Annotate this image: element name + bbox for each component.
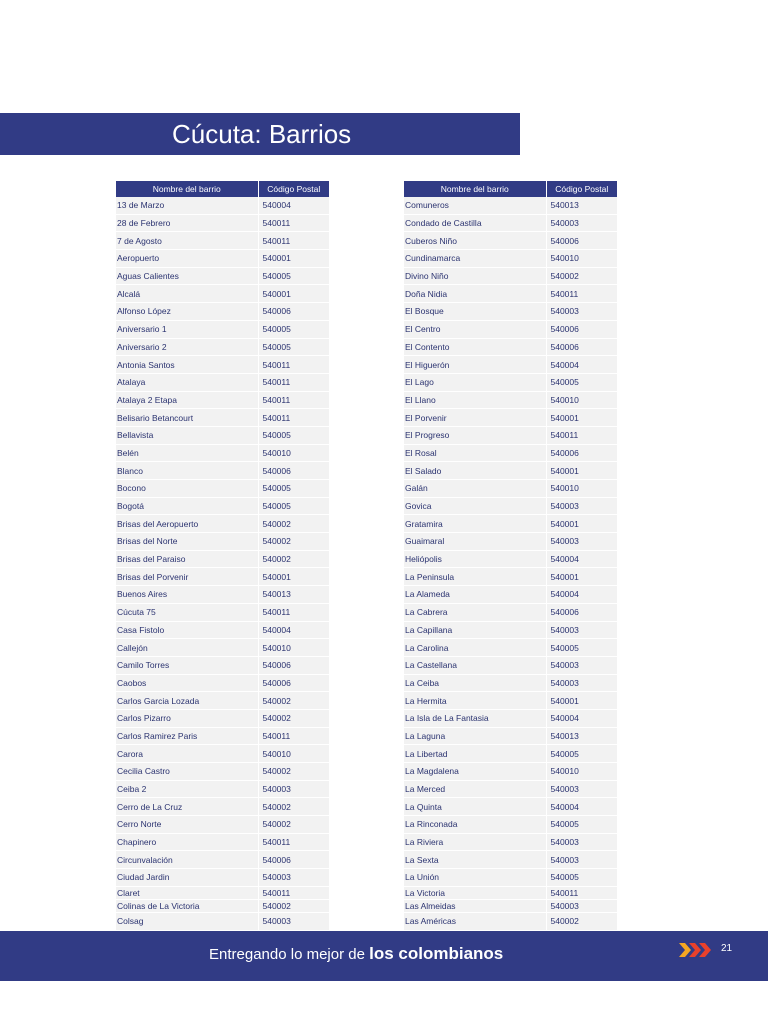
postal-code-cell: 540001 bbox=[546, 692, 617, 710]
postal-code-table-left bbox=[116, 181, 329, 931]
table-row bbox=[116, 409, 329, 427]
postal-code-cell: 540011 bbox=[258, 603, 329, 621]
neighborhood-name-cell: Comuneros bbox=[404, 197, 546, 214]
neighborhood-name-cell: Carlos Pizarro bbox=[116, 709, 258, 727]
table-body bbox=[404, 197, 617, 930]
table-row bbox=[404, 674, 617, 692]
postal-code-cell: 540005 bbox=[546, 639, 617, 657]
neighborhood-name-cell: La Peninsula bbox=[404, 568, 546, 586]
postal-code-cell: 540005 bbox=[258, 267, 329, 285]
table-row bbox=[116, 621, 329, 639]
neighborhood-name-cell: Antonia Santos bbox=[116, 356, 258, 374]
postal-code-cell: 540006 bbox=[258, 462, 329, 480]
postal-code-cell: 540002 bbox=[546, 912, 617, 930]
table-row bbox=[116, 214, 329, 232]
postal-code-cell: 540003 bbox=[546, 899, 617, 912]
postal-code-cell: 540002 bbox=[258, 763, 329, 781]
postal-code-cell: 540010 bbox=[258, 444, 329, 462]
postal-code-cell: 540010 bbox=[546, 763, 617, 781]
page-number: 21 bbox=[721, 943, 733, 954]
table-row bbox=[404, 515, 617, 533]
table-row bbox=[404, 851, 617, 869]
table-row bbox=[116, 391, 329, 409]
table-row bbox=[116, 639, 329, 657]
postal-code-cell: 540013 bbox=[258, 586, 329, 604]
table-row bbox=[404, 391, 617, 409]
postal-code-cell: 540011 bbox=[258, 886, 329, 899]
table-row bbox=[116, 320, 329, 338]
neighborhood-name-cell: El Rosal bbox=[404, 444, 546, 462]
neighborhood-name-cell: El Higuerón bbox=[404, 356, 546, 374]
postal-code-cell: 540002 bbox=[258, 533, 329, 551]
table-row bbox=[116, 869, 329, 887]
postal-code-cell: 540011 bbox=[258, 391, 329, 409]
table-row bbox=[404, 586, 617, 604]
table-row bbox=[404, 816, 617, 834]
neighborhood-name-cell: Cerro de La Cruz bbox=[116, 798, 258, 816]
neighborhood-name-cell: La Ceiba bbox=[404, 674, 546, 692]
neighborhood-name-cell: 13 de Marzo bbox=[116, 197, 258, 214]
neighborhood-name-cell: 7 de Agosto bbox=[116, 232, 258, 250]
neighborhood-name-cell: Carlos Garcia Lozada bbox=[116, 692, 258, 710]
postal-code-cell: 540011 bbox=[258, 727, 329, 745]
neighborhood-name-cell: La Victoria bbox=[404, 886, 546, 899]
neighborhood-name-cell: La Isla de La Fantasia bbox=[404, 709, 546, 727]
table-row bbox=[404, 869, 617, 887]
table-row bbox=[116, 851, 329, 869]
table-row bbox=[116, 603, 329, 621]
neighborhood-name-cell: Claret bbox=[116, 886, 258, 899]
table-row bbox=[404, 568, 617, 586]
neighborhood-name-cell: Atalaya bbox=[116, 373, 258, 391]
table-row bbox=[116, 763, 329, 781]
column-header-postal-code: Código Postal bbox=[258, 181, 329, 197]
table-row bbox=[116, 267, 329, 285]
postal-code-cell: 540011 bbox=[258, 833, 329, 851]
postal-code-cell: 540003 bbox=[546, 780, 617, 798]
postal-code-cell: 540006 bbox=[546, 320, 617, 338]
table-row bbox=[116, 745, 329, 763]
table-row bbox=[116, 780, 329, 798]
neighborhood-name-cell: Alfonso López bbox=[116, 303, 258, 321]
table-row bbox=[404, 338, 617, 356]
table-row bbox=[404, 497, 617, 515]
neighborhood-name-cell: Guaimaral bbox=[404, 533, 546, 551]
neighborhood-name-cell: Buenos Aires bbox=[116, 586, 258, 604]
table-row bbox=[404, 798, 617, 816]
neighborhood-name-cell: Colinas de La Victoria bbox=[116, 899, 258, 912]
table-row bbox=[116, 550, 329, 568]
slogan-text: Entregando lo mejor de bbox=[209, 946, 370, 963]
neighborhood-name-cell: Bellavista bbox=[116, 426, 258, 444]
postal-code-cell: 540001 bbox=[258, 285, 329, 303]
postal-code-cell: 540004 bbox=[546, 550, 617, 568]
table-row bbox=[404, 727, 617, 745]
postal-code-cell: 540001 bbox=[546, 515, 617, 533]
table-row bbox=[404, 780, 617, 798]
postal-code-cell: 540003 bbox=[546, 674, 617, 692]
table-row bbox=[404, 692, 617, 710]
postal-code-cell: 540004 bbox=[546, 709, 617, 727]
postal-code-cell: 540006 bbox=[546, 232, 617, 250]
neighborhood-name-cell: La Magdalena bbox=[404, 763, 546, 781]
table-row bbox=[116, 480, 329, 498]
table-row bbox=[116, 444, 329, 462]
table-row bbox=[404, 886, 617, 899]
postal-code-cell: 540003 bbox=[546, 833, 617, 851]
postal-code-cell: 540005 bbox=[546, 816, 617, 834]
table-row bbox=[404, 763, 617, 781]
page-title: Cúcuta: Barrios bbox=[172, 119, 352, 149]
postal-code-cell: 540004 bbox=[546, 586, 617, 604]
neighborhood-name-cell: Carlos Ramirez Paris bbox=[116, 727, 258, 745]
neighborhood-name-cell: El Progreso bbox=[404, 426, 546, 444]
neighborhood-name-cell: La Capillana bbox=[404, 621, 546, 639]
postal-code-cell: 540002 bbox=[258, 692, 329, 710]
neighborhood-name-cell: Cundinamarca bbox=[404, 250, 546, 268]
neighborhood-name-cell: Brisas del Porvenir bbox=[116, 568, 258, 586]
postal-code-cell: 540005 bbox=[546, 869, 617, 887]
table-row bbox=[404, 232, 617, 250]
table-row bbox=[116, 833, 329, 851]
postal-code-cell: 540011 bbox=[258, 232, 329, 250]
table-row bbox=[404, 745, 617, 763]
table-row bbox=[404, 409, 617, 427]
table-row bbox=[404, 912, 617, 930]
column-header-neighborhood: Nombre del barrio bbox=[404, 181, 546, 197]
postal-code-cell: 540004 bbox=[258, 621, 329, 639]
neighborhood-name-cell: Gratamira bbox=[404, 515, 546, 533]
postal-code-cell: 540002 bbox=[258, 798, 329, 816]
neighborhood-name-cell: Las Almeidas bbox=[404, 899, 546, 912]
postal-code-cell: 540002 bbox=[258, 899, 329, 912]
table-row bbox=[404, 250, 617, 268]
postal-code-cell: 540013 bbox=[546, 197, 617, 214]
neighborhood-name-cell: El Salado bbox=[404, 462, 546, 480]
postal-code-cell: 540010 bbox=[258, 639, 329, 657]
postal-code-cell: 540001 bbox=[258, 250, 329, 268]
postal-code-cell: 540005 bbox=[258, 480, 329, 498]
postal-code-cell: 540005 bbox=[258, 426, 329, 444]
neighborhood-name-cell: Cúcuta 75 bbox=[116, 603, 258, 621]
table-row bbox=[404, 603, 617, 621]
neighborhood-name-cell: Aniversario 1 bbox=[116, 320, 258, 338]
neighborhood-name-cell: Blanco bbox=[116, 462, 258, 480]
neighborhood-name-cell: La Rinconada bbox=[404, 816, 546, 834]
table-row bbox=[404, 480, 617, 498]
postal-code-cell: 540005 bbox=[258, 320, 329, 338]
neighborhood-name-cell: La Merced bbox=[404, 780, 546, 798]
postal-code-cell: 540005 bbox=[258, 338, 329, 356]
postal-code-cell: 540010 bbox=[546, 250, 617, 268]
neighborhood-name-cell: Chapinero bbox=[116, 833, 258, 851]
postal-code-cell: 540011 bbox=[546, 285, 617, 303]
table-header-row bbox=[116, 181, 329, 197]
table-row bbox=[116, 426, 329, 444]
table-row bbox=[404, 303, 617, 321]
table-body bbox=[116, 197, 329, 930]
neighborhood-name-cell: La Riviera bbox=[404, 833, 546, 851]
neighborhood-name-cell: Ciudad Jardin bbox=[116, 869, 258, 887]
table-row bbox=[404, 656, 617, 674]
neighborhood-name-cell: Aeropuerto bbox=[116, 250, 258, 268]
neighborhood-name-cell: El Contento bbox=[404, 338, 546, 356]
neighborhood-name-cell: La Sexta bbox=[404, 851, 546, 869]
table-row bbox=[116, 373, 329, 391]
table-row bbox=[116, 816, 329, 834]
neighborhood-name-cell: Casa Fistolo bbox=[116, 621, 258, 639]
neighborhood-name-cell: Brisas del Norte bbox=[116, 533, 258, 551]
neighborhood-name-cell: La Unión bbox=[404, 869, 546, 887]
postal-code-cell: 540004 bbox=[258, 197, 329, 214]
table-row bbox=[116, 656, 329, 674]
postal-code-cell: 540003 bbox=[258, 869, 329, 887]
neighborhood-name-cell: Alcalá bbox=[116, 285, 258, 303]
table-row bbox=[404, 533, 617, 551]
neighborhood-name-cell: El Llano bbox=[404, 391, 546, 409]
neighborhood-name-cell: Cerro Norte bbox=[116, 816, 258, 834]
table-row bbox=[116, 356, 329, 374]
table-row bbox=[116, 338, 329, 356]
postal-code-cell: 540004 bbox=[546, 356, 617, 374]
postal-code-cell: 540010 bbox=[546, 480, 617, 498]
neighborhood-name-cell: Cecilia Castro bbox=[116, 763, 258, 781]
column-header-postal-code: Código Postal bbox=[546, 181, 617, 197]
table-row bbox=[404, 550, 617, 568]
table-row bbox=[404, 267, 617, 285]
postal-code-cell: 540003 bbox=[546, 303, 617, 321]
table-row bbox=[404, 621, 617, 639]
postal-code-cell: 540002 bbox=[258, 709, 329, 727]
table-row bbox=[116, 533, 329, 551]
postal-code-cell: 540002 bbox=[546, 267, 617, 285]
table-row bbox=[116, 462, 329, 480]
neighborhood-name-cell: Bocono bbox=[116, 480, 258, 498]
postal-code-cell: 540011 bbox=[546, 426, 617, 444]
table-row bbox=[116, 497, 329, 515]
neighborhood-name-cell: Belén bbox=[116, 444, 258, 462]
neighborhood-name-cell: Atalaya 2 Etapa bbox=[116, 391, 258, 409]
postal-code-cell: 540005 bbox=[258, 497, 329, 515]
neighborhood-name-cell: Aguas Calientes bbox=[116, 267, 258, 285]
postal-code-cell: 540011 bbox=[258, 373, 329, 391]
postal-code-cell: 540011 bbox=[258, 356, 329, 374]
neighborhood-name-cell: Bogotá bbox=[116, 497, 258, 515]
postal-code-cell: 540002 bbox=[258, 515, 329, 533]
table-row bbox=[116, 886, 329, 899]
table-row bbox=[116, 798, 329, 816]
neighborhood-name-cell: Aniversario 2 bbox=[116, 338, 258, 356]
table-row bbox=[116, 515, 329, 533]
postal-code-cell: 540005 bbox=[546, 373, 617, 391]
footer-slogan bbox=[209, 944, 503, 965]
table-row bbox=[116, 674, 329, 692]
postal-code-cell: 540011 bbox=[258, 214, 329, 232]
neighborhood-name-cell: Galán bbox=[404, 480, 546, 498]
table-row bbox=[404, 373, 617, 391]
table-row bbox=[116, 232, 329, 250]
postal-code-cell: 540003 bbox=[258, 780, 329, 798]
postal-code-cell: 540006 bbox=[258, 303, 329, 321]
neighborhood-name-cell: Callejón bbox=[116, 639, 258, 657]
neighborhood-name-cell: El Porvenir bbox=[404, 409, 546, 427]
table-row bbox=[404, 709, 617, 727]
postal-code-cell: 540006 bbox=[258, 656, 329, 674]
neighborhood-name-cell: Ceiba 2 bbox=[116, 780, 258, 798]
table-row bbox=[404, 444, 617, 462]
postal-code-cell: 540001 bbox=[258, 568, 329, 586]
neighborhood-name-cell: Belisario Betancourt bbox=[116, 409, 258, 427]
table-row bbox=[404, 639, 617, 657]
neighborhood-name-cell: La Hermita bbox=[404, 692, 546, 710]
postal-code-cell: 540006 bbox=[546, 603, 617, 621]
postal-code-cell: 540001 bbox=[546, 568, 617, 586]
neighborhood-name-cell: Las Américas bbox=[404, 912, 546, 930]
table-row bbox=[404, 899, 617, 912]
neighborhood-name-cell: El Bosque bbox=[404, 303, 546, 321]
table-row bbox=[116, 250, 329, 268]
postal-code-cell: 540003 bbox=[546, 851, 617, 869]
neighborhood-name-cell: Colsag bbox=[116, 912, 258, 930]
postal-code-cell: 540003 bbox=[258, 912, 329, 930]
table-row bbox=[404, 462, 617, 480]
neighborhood-name-cell: Brisas del Aeropuerto bbox=[116, 515, 258, 533]
table-row bbox=[116, 303, 329, 321]
neighborhood-name-cell: Caobos bbox=[116, 674, 258, 692]
postal-code-cell: 540006 bbox=[546, 338, 617, 356]
neighborhood-name-cell: Cuberos Niño bbox=[404, 232, 546, 250]
neighborhood-name-cell: La Libertad bbox=[404, 745, 546, 763]
postal-code-cell: 540003 bbox=[546, 533, 617, 551]
table-row bbox=[404, 214, 617, 232]
postal-code-cell: 540003 bbox=[546, 621, 617, 639]
table-row bbox=[116, 197, 329, 214]
neighborhood-name-cell: El Centro bbox=[404, 320, 546, 338]
postal-code-cell: 540003 bbox=[546, 656, 617, 674]
table-row bbox=[116, 912, 329, 930]
postal-code-cell: 540001 bbox=[546, 409, 617, 427]
neighborhood-name-cell: Circunvalación bbox=[116, 851, 258, 869]
postal-code-cell: 540003 bbox=[546, 497, 617, 515]
postal-code-cell: 540001 bbox=[546, 462, 617, 480]
neighborhood-name-cell: La Quinta bbox=[404, 798, 546, 816]
postal-code-cell: 540013 bbox=[546, 727, 617, 745]
table-row bbox=[116, 709, 329, 727]
neighborhood-name-cell: 28 de Febrero bbox=[116, 214, 258, 232]
postal-code-cell: 540010 bbox=[258, 745, 329, 763]
double-chevron-arrows-icon bbox=[679, 943, 719, 957]
table-row bbox=[116, 586, 329, 604]
table-row bbox=[404, 197, 617, 214]
table-row bbox=[404, 833, 617, 851]
postal-code-cell: 540011 bbox=[546, 886, 617, 899]
postal-code-cell: 540011 bbox=[258, 409, 329, 427]
postal-code-cell: 540002 bbox=[258, 550, 329, 568]
postal-code-table-right bbox=[404, 181, 617, 931]
postal-code-cell: 540002 bbox=[258, 816, 329, 834]
postal-code-cell: 540004 bbox=[546, 798, 617, 816]
neighborhood-name-cell: Heliópolis bbox=[404, 550, 546, 568]
table-row bbox=[404, 320, 617, 338]
postal-code-cell: 540010 bbox=[546, 391, 617, 409]
table-row bbox=[116, 727, 329, 745]
postal-code-cell: 540005 bbox=[546, 745, 617, 763]
table-row bbox=[116, 568, 329, 586]
neighborhood-name-cell: La Laguna bbox=[404, 727, 546, 745]
postal-code-cell: 540006 bbox=[258, 674, 329, 692]
neighborhood-name-cell: La Cabrera bbox=[404, 603, 546, 621]
table-row bbox=[116, 692, 329, 710]
table-row bbox=[404, 285, 617, 303]
column-header-neighborhood: Nombre del barrio bbox=[116, 181, 258, 197]
neighborhood-name-cell: Govica bbox=[404, 497, 546, 515]
neighborhood-name-cell: La Carolina bbox=[404, 639, 546, 657]
postal-code-cell: 540006 bbox=[258, 851, 329, 869]
table-header-row bbox=[404, 181, 617, 197]
neighborhood-name-cell: Doña Nidia bbox=[404, 285, 546, 303]
slogan-emphasis: los colombianos bbox=[369, 944, 504, 963]
postal-code-cell: 540006 bbox=[546, 444, 617, 462]
neighborhood-name-cell: Condado de Castilla bbox=[404, 214, 546, 232]
neighborhood-name-cell: Camilo Torres bbox=[116, 656, 258, 674]
neighborhood-name-cell: Brisas del Paraiso bbox=[116, 550, 258, 568]
table-row bbox=[116, 285, 329, 303]
table-row bbox=[404, 426, 617, 444]
postal-code-cell: 540003 bbox=[546, 214, 617, 232]
neighborhood-name-cell: El Lago bbox=[404, 373, 546, 391]
neighborhood-name-cell: Divino Niño bbox=[404, 267, 546, 285]
neighborhood-name-cell: La Alameda bbox=[404, 586, 546, 604]
title-banner bbox=[0, 113, 520, 155]
table-row bbox=[116, 899, 329, 912]
neighborhood-name-cell: La Castellana bbox=[404, 656, 546, 674]
table-row bbox=[404, 356, 617, 374]
footer-bar bbox=[0, 931, 768, 981]
neighborhood-name-cell: Carora bbox=[116, 745, 258, 763]
